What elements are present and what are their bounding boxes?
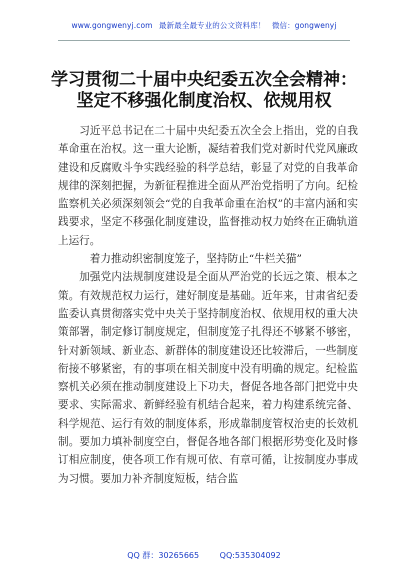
paragraph-intro: 习近平总书记在二十届中央纪委五次全会上指出，党的自我革命重在治权。这一重大论断，凝结着我们党对新时代党风廉政建设和反腐败斗争实践经验的科学总结，彰显了对党的自我革命规律的深刻把握，为新征程推进全面从严治党指明了方向。纪检监察机关必须深刻领会“党的自我革命重在治权”的丰富内涵和实践要求，坚定不移强化制度建设，监督推动权力始终在正确轨道上运行。 bbox=[58, 125, 358, 247]
document-title-line-1: 学习贯彻二十届中央纪委五次全会精神： bbox=[51, 70, 357, 90]
header-divider bbox=[58, 40, 350, 41]
header-site-link[interactable]: www.gongwenyj.com bbox=[71, 21, 153, 30]
document-title-line-2: 坚定不移强化制度治权、依规用权 bbox=[76, 91, 332, 111]
header-slogan: 最新最全最专业的公文资料库！ bbox=[159, 21, 266, 30]
document-body bbox=[58, 122, 358, 488]
page-footer bbox=[0, 550, 408, 561]
footer-qq-group: QQ 群：30265665 bbox=[127, 551, 200, 560]
paragraph-section-body: 加强党内法规制度建设是全面从严治党的长远之策、根本之策。有效规范权力运行，建好制度是基础。近年来，甘肃省纪委监委认真贯彻落实党中央关于坚持制度治权、依规用权的重大决策部署，制定修订制度规定，但制度笼子扎得还不够紧不够密，针对新领域、新业态、新群体的制度建设还比较滞后，一些制度衔接不够紧密，有的事项在相关制度中没有明确的规定。纪检监察机关必须在推动制度建设上下功夫，督促各地各部门把党中央要求、实际需求、新鲜经验有机结合起来，着力构建系统完备、科学规范、运行有效的制度体系，形成靠制度管权治吏的长效机制。要加力填补制度空白，督促各地各部门根据形势变化及时修订相应制度，使各项工作有规可依、有章可循，让按制度办事成为习惯。要加力补齐制度短板，结合监 bbox=[58, 271, 358, 485]
footer-qq: QQ:535304092 bbox=[219, 551, 281, 560]
page-header bbox=[0, 20, 408, 31]
section-heading: 着力推动织密制度笼子，坚持防止“牛栏关猫” bbox=[89, 253, 302, 266]
header-wechat: 微信：gongwenyj bbox=[271, 21, 337, 30]
